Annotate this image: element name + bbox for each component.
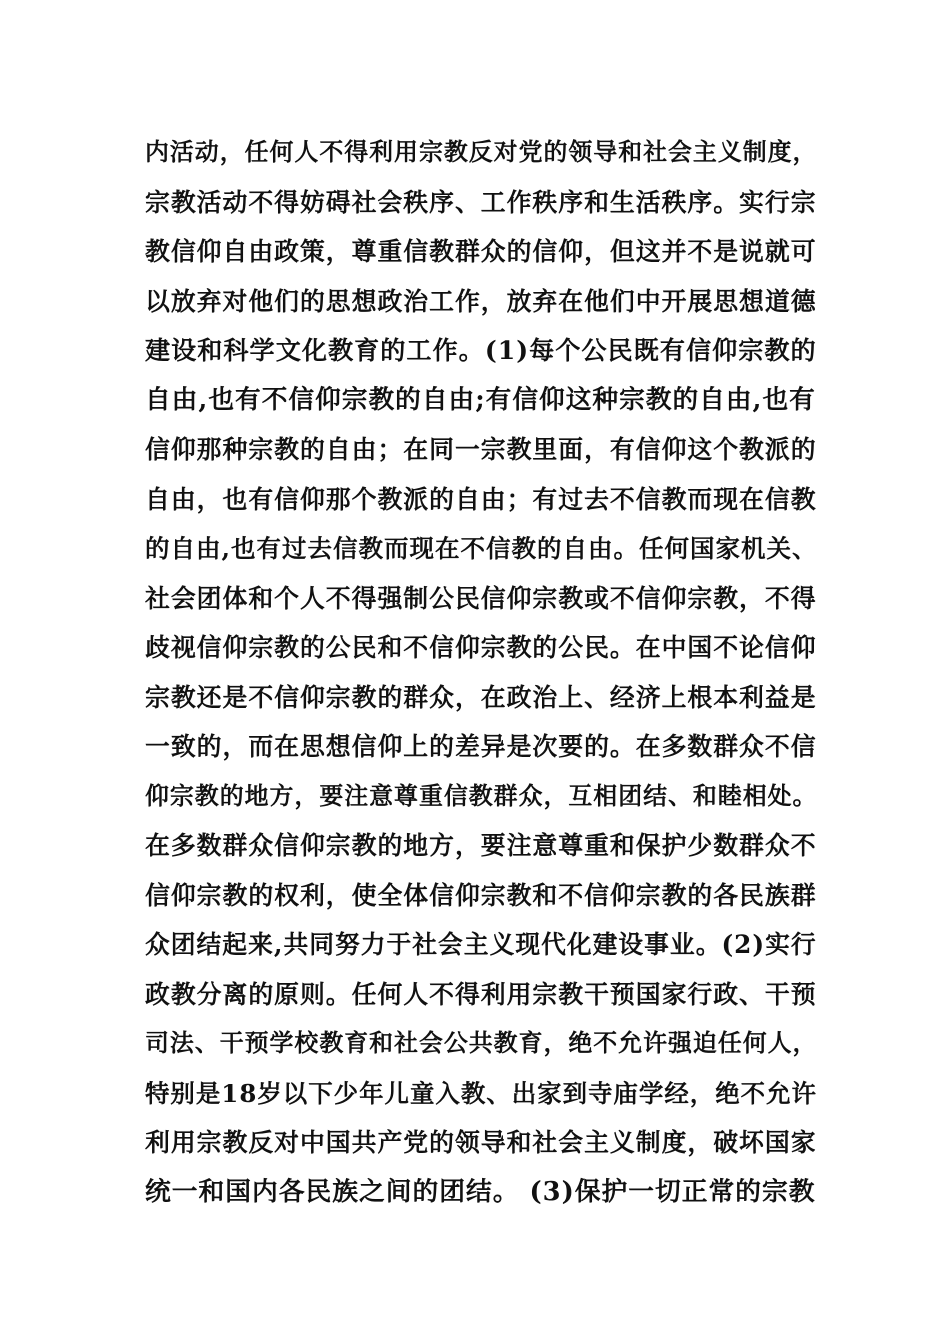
text-line: 自由，也有信仰那个教派的自由；有过去不信教而现在信教 — [145, 484, 817, 514]
text-line: 在多数群众信仰宗教的地方，要注意尊重和保护少数群众不 — [145, 831, 817, 860]
text-line: 司法、干预学校教育和社会公共教育，绝不允许强迫任何人， — [145, 1029, 818, 1057]
text-line: 教信仰自由政策，尊重信教群众的信仰，但这并不是说就可 — [145, 237, 817, 266]
text-line: 政教分离的原则。任何人不得利用宗教干预国家行政、干预 — [145, 979, 817, 1009]
text-line: 信仰宗教的权利，使全体信仰宗教和不信仰宗教的各民族群 — [145, 880, 817, 910]
text-line: 内活动，任何人不得利用宗教反对党的领导和社会主义制度， — [145, 138, 818, 166]
text-line: 仰宗教的地方，要注意尊重信教群众，互相团结、和睦相处。 — [145, 781, 818, 810]
text-line: 利用宗教反对中国共产党的领导和社会主义制度，破坏国家 — [145, 1128, 817, 1157]
text-line: 宗教还是不信仰宗教的群众，在政治上、经济上根本利益是 — [145, 682, 817, 712]
text-line: 建设和科学文化教育的工作。(1)每个公民既有信仰宗教的 — [145, 335, 817, 365]
body-text — [145, 128, 818, 1217]
text-line: 的自由,也有过去信教而现在不信教的自由。任何国家机关、 — [145, 534, 818, 563]
text-line: 众团结起来,共同努力于社会主义现代化建设事业。(2)实行 — [145, 930, 817, 959]
text-line: 信仰那种宗教的自由；在同一宗教里面，有信仰这个教派的 — [145, 435, 817, 464]
text-line: 自由,也有不信仰宗教的自由;有信仰这种宗教的自由,也有 — [145, 384, 816, 415]
text-line: 一致的，而在思想信仰上的差异是次要的。在多数群众不信 — [145, 732, 817, 761]
text-line: 歧视信仰宗教的公民和不信仰宗教的公民。在中国不论信仰 — [145, 633, 817, 662]
text-line: 特别是18岁以下少年儿童入教、出家到寺庙学经，绝不允许 — [145, 1078, 817, 1108]
text-line: 统一和国内各民族之间的团结。 (3)保护一切正常的宗教 — [145, 1176, 816, 1207]
text-line: 宗教活动不得妨碍社会秩序、工作秩序和生活秩序。实行宗 — [145, 187, 817, 217]
text-line: 以放弃对他们的思想政治工作，放弃在他们中开展思想道德 — [145, 286, 817, 316]
text-line: 社会团体和个人不得强制公民信仰宗教或不信仰宗教，不得 — [145, 583, 817, 613]
